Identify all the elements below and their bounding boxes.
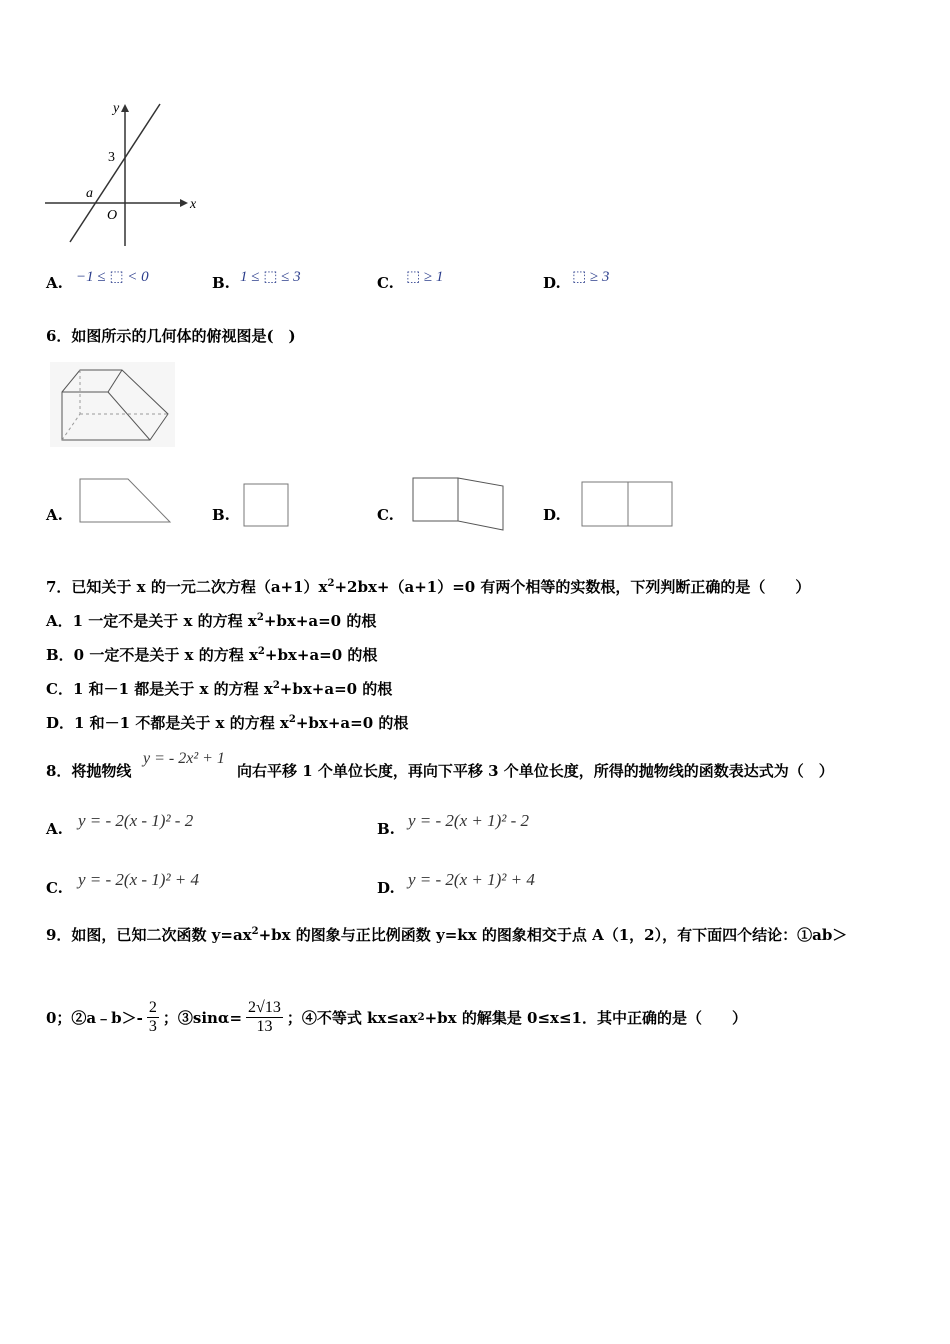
q5-option-b-text: 1 ≤ ⬚ ≤ 3 bbox=[240, 269, 301, 285]
q6-option-b[interactable]: B. bbox=[212, 506, 230, 524]
q5-option-c-text: ⬚ ≥ 1 bbox=[406, 269, 444, 285]
q6-option-a-figure bbox=[76, 474, 176, 526]
q8-option-a[interactable]: A. bbox=[46, 820, 63, 838]
q8-question-suffix: 向右平移 1 个单位长度，再向下平移 3 个单位长度，所得的抛物线的函数表达式为（ ） bbox=[237, 762, 834, 780]
q6-question: 6．如图所示的几何体的俯视图是( ) bbox=[46, 327, 296, 345]
q7-option-d[interactable]: D．1 和－1 不都是关于 x 的方程 $x^2+bx+a=0$ 的根 bbox=[46, 714, 409, 732]
q6-option-d[interactable]: D. bbox=[543, 506, 561, 524]
q9-question-line2: 0；②a﹣b＞- $\frac{2}{3}$ ；③sinα= $\frac{2√13}{13}$ ；④不等式 kx≤ax 2 +bx 的解集是 0≤x≤1．其中正确的是（ ） bbox=[46, 998, 747, 1035]
q8-option-b[interactable]: B. bbox=[377, 820, 395, 838]
q8-option-b-formula: y = - 2(x + 1)² - 2 bbox=[408, 811, 530, 830]
q6-option-a[interactable]: A. bbox=[46, 506, 63, 524]
q9-question-line1: 9．如图，已知二次函数 $y=ax^2+bx$ 的图象与正比例函数 y=kx 的图象相交于点 A（1，2），有下面四个结论：①ab＞ bbox=[46, 926, 848, 944]
q5-option-b[interactable]: B. bbox=[212, 274, 230, 292]
q8-option-d[interactable]: D. bbox=[377, 879, 395, 897]
q5-graph bbox=[40, 98, 210, 250]
fraction-sin-alpha: $\frac{2√13}{13}$ bbox=[248, 998, 281, 1035]
y-axis-arrow bbox=[121, 104, 129, 112]
tick-3-label: 3 bbox=[108, 150, 115, 165]
q6-option-b-figure bbox=[240, 480, 294, 530]
tick-a-label: a bbox=[86, 186, 93, 201]
q6-solid-figure bbox=[50, 362, 175, 447]
q8-option-c-formula: y = - 2(x - 1)² + 4 bbox=[78, 870, 200, 889]
q8-question-prefix: 8．将抛物线 bbox=[46, 762, 132, 780]
q8-option-c[interactable]: C. bbox=[46, 879, 63, 897]
q5-option-d[interactable]: D. bbox=[543, 274, 561, 292]
q5-option-a-text: −1 ≤ ⬚ < 0 bbox=[76, 269, 149, 285]
y-label: y bbox=[113, 101, 120, 116]
q5-option-d-text: ⬚ ≥ 3 bbox=[572, 269, 610, 285]
q8-option-a-formula: y = - 2(x - 1)² - 2 bbox=[78, 811, 194, 830]
q8-option-d-formula: y = - 2(x + 1)² + 4 bbox=[408, 870, 535, 889]
q7-question: 7．已知关于 x 的一元二次方程$(a+1)x^2+2bx+(a+1)=0$ 有两个相等的实数根，下列判断正确的是（ ） bbox=[46, 578, 811, 596]
x-label: x bbox=[190, 197, 197, 212]
q6-option-c-figure bbox=[408, 474, 510, 534]
q8-question-formula: y = - 2x² + 1 bbox=[143, 750, 225, 767]
q7-option-c[interactable]: C．1 和－1 都是关于 x 的方程 $x^2+bx+a=0$ 的根 bbox=[46, 680, 393, 698]
fraction-two-thirds: $\frac{2}{3}$ bbox=[148, 998, 157, 1035]
origin-label: O bbox=[107, 208, 118, 223]
q5-option-a[interactable]: A. bbox=[46, 274, 63, 292]
x-axis-arrow bbox=[180, 199, 188, 207]
q5-option-c[interactable]: C. bbox=[377, 274, 394, 292]
q7-option-a[interactable]: A．1 一定不是关于 x 的方程 $x^2+bx+a=0$ 的根 bbox=[46, 612, 377, 630]
q6-option-d-figure bbox=[578, 478, 678, 530]
q6-option-c[interactable]: C. bbox=[377, 506, 394, 524]
q7-option-b[interactable]: B．0 一定不是关于 x 的方程 $x^2+bx+a=0$ 的根 bbox=[46, 646, 378, 664]
